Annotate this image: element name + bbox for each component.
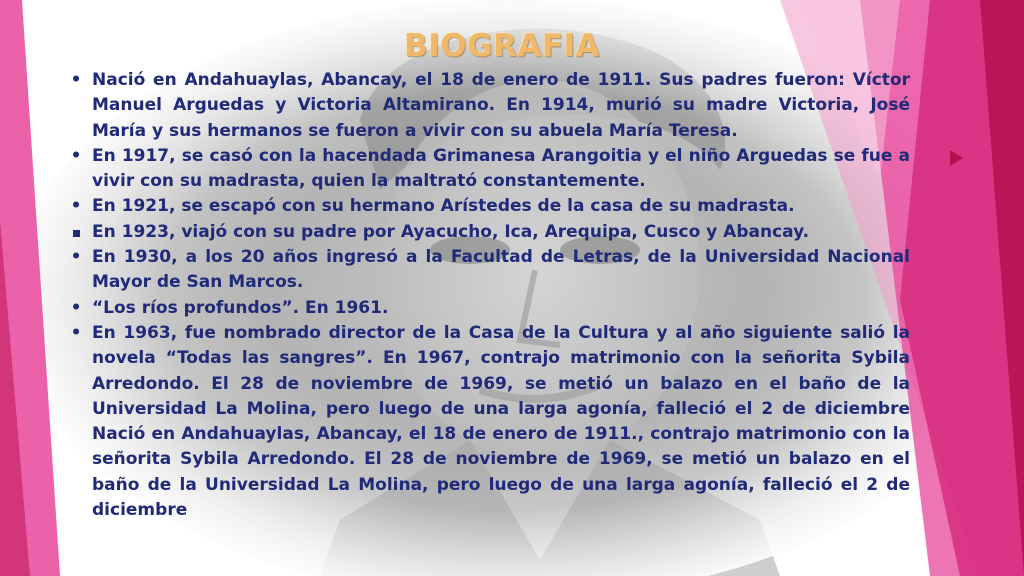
bullet-text: Nació en Andahuaylas, Abancay, el 18 de enero de 1911. Sus padres fueron: Víctor Manuel Arguedas y Victoria Altamirano. En 1914, murió su madre Victoria, José María y sus hermanos se fueron a vivir con su abuela María Teresa. [92, 70, 910, 141]
dot-bullet-icon: • [70, 322, 82, 343]
dot-bullet-icon: • [70, 247, 82, 268]
dot-bullet-icon: • [70, 196, 82, 217]
biography-bullet-list [66, 68, 910, 523]
list-item [66, 194, 910, 219]
list-item [66, 296, 910, 321]
list-item [66, 245, 910, 296]
dot-bullet-icon: • [70, 297, 82, 318]
bullet-text: En 1923, viajó con su padre por Ayacucho, Ica, Arequipa, Cusco y Abancay. [92, 221, 810, 242]
slide-title: BIOGRAFIA [404, 28, 601, 64]
bullet-text: “Los ríos profundos”. En 1961. [92, 297, 389, 318]
list-item [66, 144, 910, 195]
bullet-text: En 1917, se casó con la hacendada Grimanesa Arangoitia y el niño Arguedas se fue a vivir con su madrasta, quien la maltrató constantemente. [92, 145, 910, 192]
bullet-text: En 1921, se escapó con su hermano Arístedes de la casa de su madrasta. [92, 196, 795, 217]
list-item [66, 321, 910, 523]
dot-bullet-icon: • [70, 145, 82, 166]
square-bullet-icon [66, 220, 86, 245]
dot-bullet-icon: • [70, 70, 82, 90]
bullet-text: En 1963, fue nombrado director de la Casa de la Cultura y al año siguiente salió la novela “Todas las sangres”. En 1967, contrajo matrimonio con la señorita Sybila Arredondo. El 28 de noviembre de 1969, se metió un balazo en el baño de la Universidad La Molina, pero luego de una larga agonía, falleció el 2 de diciembre Nació en Andahuaylas, Abancay, el 18 de enero de 1911., contrajo matrimonio con la señorita Sybila Arredondo. El 28 de noviembre de 1969, se metió un balazo en el baño de la Universidad La Molina, pero luego de una larga agonía, falleció el 2 de diciembre [92, 322, 910, 521]
list-item [66, 220, 910, 245]
list-item [66, 68, 910, 144]
bullet-text: En 1930, a los 20 años ingresó a la Facultad de Letras, de la Universidad Nacional Mayor de San Marcos. [92, 247, 910, 293]
